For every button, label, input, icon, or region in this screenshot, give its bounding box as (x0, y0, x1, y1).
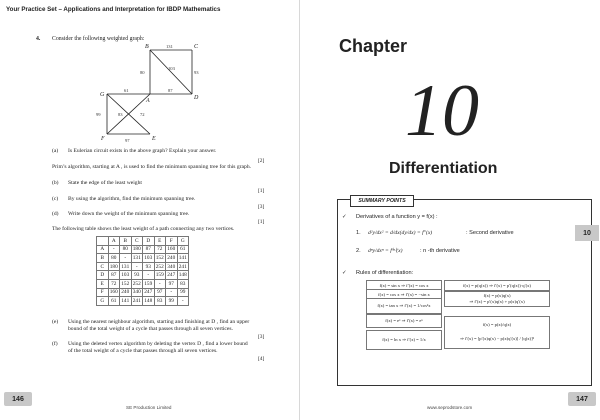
rule-cos: f(x) = cos x ⇒ f′(x) = −sin x (366, 289, 442, 300)
question-text: Consider the following weighted graph: (52, 36, 145, 42)
item1-number: 1. (356, 230, 361, 236)
table-cell: - (108, 245, 120, 254)
part-e-label: (e) (52, 319, 59, 325)
table-row (97, 245, 189, 254)
prim-intro: Prim’s algorithm, starting at A , is used to find the minimum spanning tree for this graph. (52, 164, 252, 170)
rule-ln: f(x) = ln x ⇒ f′(x) = 1/x (366, 330, 442, 350)
chapter-title: Differentiation (389, 160, 498, 177)
footer-right: www.seprodstore.com (427, 405, 473, 410)
table-cell: 247 (144, 289, 153, 296)
table-header-cell (97, 237, 109, 246)
rule-product-result: ⇒ f′(x) = p′(x)q(x) + p(x)q′(x) (444, 298, 550, 307)
vertex-a: A (146, 98, 150, 104)
table-cell: - (177, 297, 189, 306)
part-a-label: (a) (52, 148, 59, 154)
table-cell: 160 (167, 246, 176, 253)
table-cell: 240 (167, 254, 176, 261)
table-cell: 159 (144, 280, 153, 287)
part-f-line1: Using the deleted vertex algorithm by deleting the vertex D , find a lower bound (68, 341, 248, 347)
table-cell: 99 (166, 297, 178, 306)
table-intro: The following table shows the least weight of a path connecting any two vertices. (52, 226, 235, 232)
chapter-number: 10 (405, 70, 479, 152)
table-cell: B (97, 254, 109, 263)
vertex-c: C (194, 44, 199, 50)
table-header-row (97, 237, 189, 246)
table-cell: 131 (132, 254, 141, 261)
item2-text: : n -th derivative (420, 248, 460, 254)
part-b-label: (b) (52, 180, 59, 186)
check-icon: ✓ (342, 214, 347, 220)
question-number: 4. (36, 36, 41, 42)
table-cell: C (97, 262, 109, 271)
table-cell: 141 (178, 254, 187, 261)
weight-af: 72 (140, 112, 145, 117)
part-d-text: Write down the weight of the minimum spanning tree. (68, 211, 190, 217)
table-cell: 72 (154, 245, 166, 254)
part-f-marks: [4] (258, 356, 265, 362)
table-cell: - (131, 262, 143, 271)
table-row (97, 279, 189, 288)
weight-ge: 99 (96, 112, 101, 117)
table-header-cell: F (166, 237, 178, 246)
table-cell: D (97, 271, 109, 280)
part-b-text: State the edge of the least weight (68, 180, 142, 186)
rule-quotient-result: ⇒ f′(x) = [p′(x)q(x) − p(x)q′(x)] / [q(x)]² (444, 330, 550, 349)
table-row (97, 262, 189, 271)
rule-quotient: f(x) = p(x)/q(x) (444, 316, 550, 331)
table-cell: 148 (144, 297, 153, 304)
table-cell: - (143, 271, 155, 280)
running-header: Your Practice Set – Applications and Interpretation for IBDP Mathematics (6, 6, 221, 13)
item1-text: : Second derivative (466, 230, 514, 236)
part-f-line2: of the total weight of a cycle that passes through all seven vertices. (68, 348, 218, 354)
table-cell: 80 (108, 254, 120, 263)
table-cell: 99 (177, 288, 189, 297)
table-cell: 87 (143, 245, 155, 254)
vertex-e: E (152, 136, 156, 142)
footer-left: SE Production Limited (126, 405, 172, 410)
table-cell: 61 (177, 245, 189, 254)
table-cell: 252 (155, 263, 164, 270)
table-cell: 252 (132, 280, 141, 287)
table-cell: 103 (144, 254, 153, 261)
table-header-cell: B (120, 237, 132, 246)
part-e-line2: bound of the total weight of a cycle that passes through all seven vertices. (68, 326, 233, 332)
table-cell: 241 (132, 297, 141, 304)
table-cell: G (97, 297, 109, 306)
table-cell: 159 (155, 272, 164, 279)
rule-chain: f(x) = p(q(x)) ⇒ f′(x) = p′(q(x))·q′(x) (444, 280, 550, 291)
part-c-text: By using the algorithm, find the minimum spanning tree. (68, 196, 196, 202)
part-d-label: (d) (52, 211, 59, 217)
vertex-g: G (100, 92, 105, 98)
rule-tan: f(x) = tan x ⇒ f′(x) = 1/cos²x (366, 298, 442, 314)
table-cell: 83 (177, 279, 189, 288)
part-e-marks: [3] (258, 334, 265, 340)
part-d-marks: [1] (258, 219, 265, 225)
table-row (97, 288, 189, 297)
bullet-derivatives: Derivatives of a function y = f(x) : (356, 214, 438, 220)
part-c-marks: [3] (258, 204, 265, 210)
check-icon: ✓ (342, 270, 347, 276)
part-c-label: (c) (52, 196, 59, 202)
weight-bd: 103 (168, 66, 175, 71)
table-cell: 93 (131, 271, 143, 280)
table-header-cell: D (143, 237, 155, 246)
item2-number: 2. (356, 248, 361, 254)
right-page (300, 0, 600, 420)
table-cell: 152 (155, 254, 164, 261)
table-cell: 131 (121, 263, 130, 270)
table-cell: 103 (121, 272, 130, 279)
table-cell: 160 (109, 289, 118, 296)
weight-ga: 61 (124, 88, 129, 93)
weight-ba: 80 (140, 70, 145, 75)
weight-ad: 87 (168, 88, 173, 93)
table-cell: F (97, 288, 109, 297)
part-a-marks: [2] (258, 158, 265, 164)
table-cell: - (166, 288, 178, 297)
page-number-right: 147 (568, 392, 596, 406)
table-cell: 240 (121, 289, 130, 296)
table-header-cell: E (154, 237, 166, 246)
part-e-line1: Using the nearest neighbour algorithm, starting and finishing at D , find an upper (68, 319, 250, 325)
table-cell: 141 (121, 297, 130, 304)
table-cell: 93 (143, 262, 155, 271)
table-cell: 87 (108, 271, 120, 280)
table-cell: 148 (178, 272, 187, 279)
part-b-marks: [1] (258, 188, 265, 194)
table-cell: 180 (109, 263, 118, 270)
summary-points-label: SUMMARY POINTS (350, 195, 414, 207)
weight-bc: 131 (166, 44, 173, 49)
table-header-cell: G (177, 237, 189, 246)
part-a-text: Is Eulerian circuit exists in the above graph? Explain your answer. (68, 148, 217, 154)
rule-product: f(x) = p(x)q(x) (444, 291, 550, 299)
table-header-cell: C (131, 237, 143, 246)
vertex-d: D (194, 95, 199, 101)
item1-formula: d²y/dx² = d/dx(dy/dx) = f″(x) (368, 230, 433, 236)
chapter-label: Chapter (339, 36, 408, 56)
table-cell: 97 (166, 279, 178, 288)
table-cell: 83 (154, 297, 166, 306)
distance-table (96, 236, 189, 306)
weight-cd: 93 (194, 70, 199, 75)
table-cell: A (97, 245, 109, 254)
table-cell: 97 (154, 288, 166, 297)
table-cell: 152 (121, 280, 130, 287)
table-cell: 72 (108, 279, 120, 288)
table-cell: 247 (167, 272, 176, 279)
weighted-graph (80, 42, 210, 147)
item2-formula: dⁿy/dxⁿ = f⁽ⁿ⁾(x) (368, 248, 403, 254)
weight-fe: 97 (125, 138, 130, 143)
table-row (97, 254, 189, 263)
vertex-b: B (145, 44, 149, 50)
table-row (97, 271, 189, 280)
rule-sin: f(x) = sin x ⇒ f′(x) = cos x (366, 280, 442, 291)
table-cell: - (154, 279, 166, 288)
table-cell: 80 (120, 245, 132, 254)
table-cell: 61 (108, 297, 120, 306)
table-header-cell: A (108, 237, 120, 246)
table-cell: 241 (178, 263, 187, 270)
table-cell: - (120, 254, 132, 263)
table-row (97, 297, 189, 306)
chapter-side-tab: 10 (575, 225, 599, 241)
rule-exp: f(x) = eˣ ⇒ f′(x) = eˣ (366, 314, 442, 328)
table-cell: 340 (132, 289, 141, 296)
bullet-rules: Rules of differentiation: (356, 270, 414, 276)
vertex-f: F (101, 136, 105, 142)
page-number-left: 146 (4, 392, 32, 406)
table-cell: 340 (167, 263, 176, 270)
table-cell: 180 (132, 246, 141, 253)
weight-gf: 83 (118, 112, 123, 117)
table-cell: E (97, 279, 109, 288)
part-f-label: (f) (52, 341, 58, 347)
